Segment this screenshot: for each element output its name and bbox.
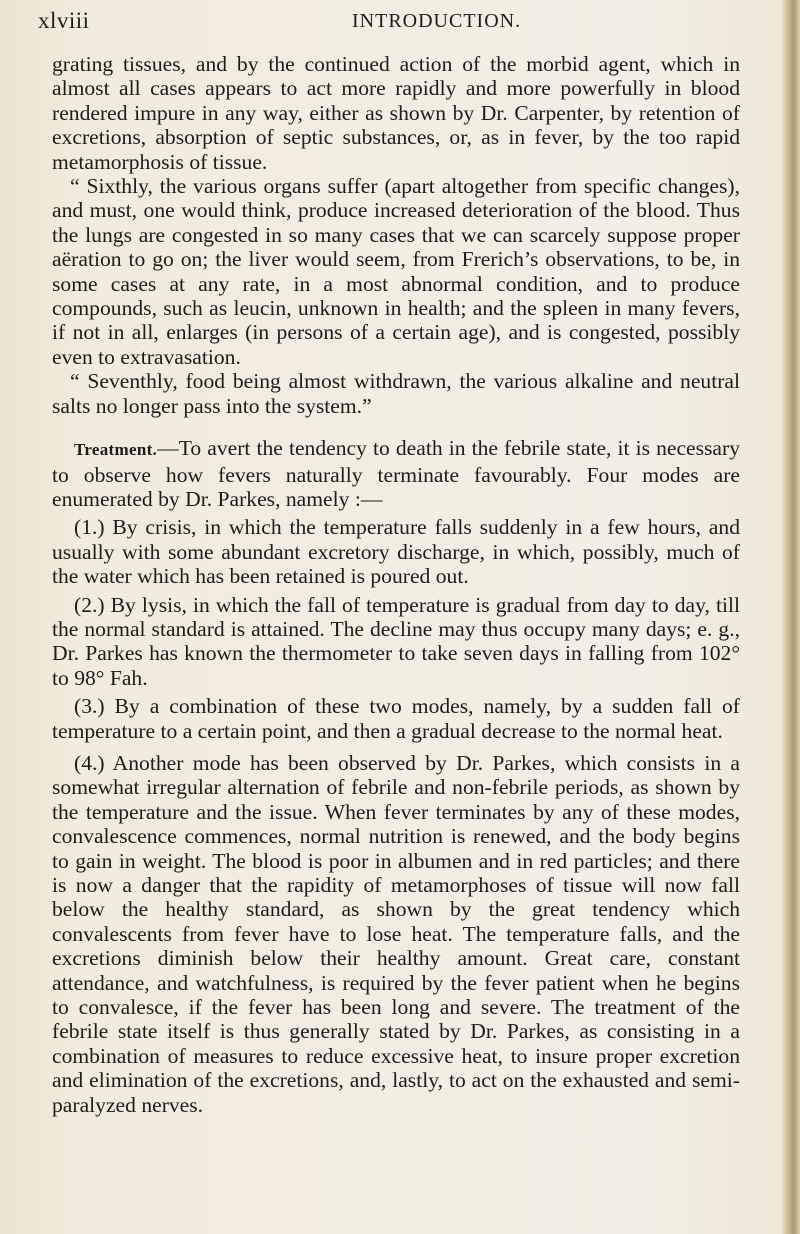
paragraph-seventhly: “ Seventhly, food being almost withdrawn, the various alkaline and neutral salts no longer pass into the system.” — [52, 369, 740, 418]
paragraph-sixthly: “ Sixthly, the various organs suffer (apart altogether from specific changes), and must, one would think, produce increased deterioration of the blood. Thus the lungs are congested in so many cases that we can scarcely suppose proper aëration to go on; the liver would seem, from Frerich’s observations, to be, in some cases at any rate, in a most abnormal condition, and to produce compounds, such as leucin, unknown in health; and the spleen in many fevers, if not in all, enlarges (in persons of a certain age), and is congested, possibly even to extravasation. — [52, 174, 740, 369]
paragraph-continuation: grating tissues, and by the continued action of the morbid agent, which in almost all cases appears to act more rapidly and more powerfully in blood rendered impure in any way, either as shown by Dr. Carpenter, by retention of excretions, absorption of septic substances, or, as in fever, by the too rapid metamorphosis of tissue. — [52, 52, 740, 174]
mode-crisis: (1.) By crisis, in which the temperature falls suddenly in a few hours, and usually with some abundant excretory discharge, in which, possibly, much of the water which has been retained is poured out. — [52, 515, 740, 589]
page-number: xlviii — [38, 8, 90, 33]
page-header — [38, 8, 738, 42]
mode-lysis: (2.) By lysis, in which the fall of temperature is gradual from day to day, till the normal standard is attained. The decline may thus occupy many days; e. g., Dr. Parkes has known the thermometer to take seven days in falling from 102° to 98° Fah. — [52, 592, 740, 690]
treatment-paragraph — [52, 436, 740, 511]
running-head: INTRODUCTION. — [352, 10, 522, 32]
mode-irregular-and-treatment: (4.) Another mode has been observed by Dr. Parkes, which consists in a somewhat irregular alternation of febrile and non-febrile periods, as shown by the temperature and the issue. When fever terminates by any of these modes, convalescence commences, normal nutrition is renewed, and the body begins to gain in weight. The blood is poor in albumen and in red particles; and there is now a danger that the rapidity of metamorphoses of tissue will now fall below the healthy standard, as shown by the great tendency which convalescents from fever have to lose heat. The temperature falls, and the excretions diminish below their healthy amount. Great care, constant attendance, and watchfulness, is required by the fever patient when he begins to convalesce, if the fever has been long and severe. The treatment of the febrile state itself is thus generally stated by Dr. Parkes, as consisting in a combination of measures to reduce excessive heat, to insure proper excretion and elimination of the excretions, and, lastly, to act on the exhausted and semi-paralyzed nerves. — [52, 750, 740, 1117]
treatment-heading: Treatment. — [74, 440, 158, 460]
mode-combination: (3.) By a combination of these two modes, namely, by a sudden fall of temperature to a certain point, and then a gradual decrease to the normal heat. — [52, 694, 740, 743]
page-body — [52, 52, 740, 1117]
page-edge-shadow — [782, 0, 800, 1234]
treatment-text: —To avert the tendency to death in the febrile state, it is necessary to observe how fevers naturally terminate favourably. Four modes are enumerated by Dr. Parkes, namely :— — [52, 436, 740, 511]
